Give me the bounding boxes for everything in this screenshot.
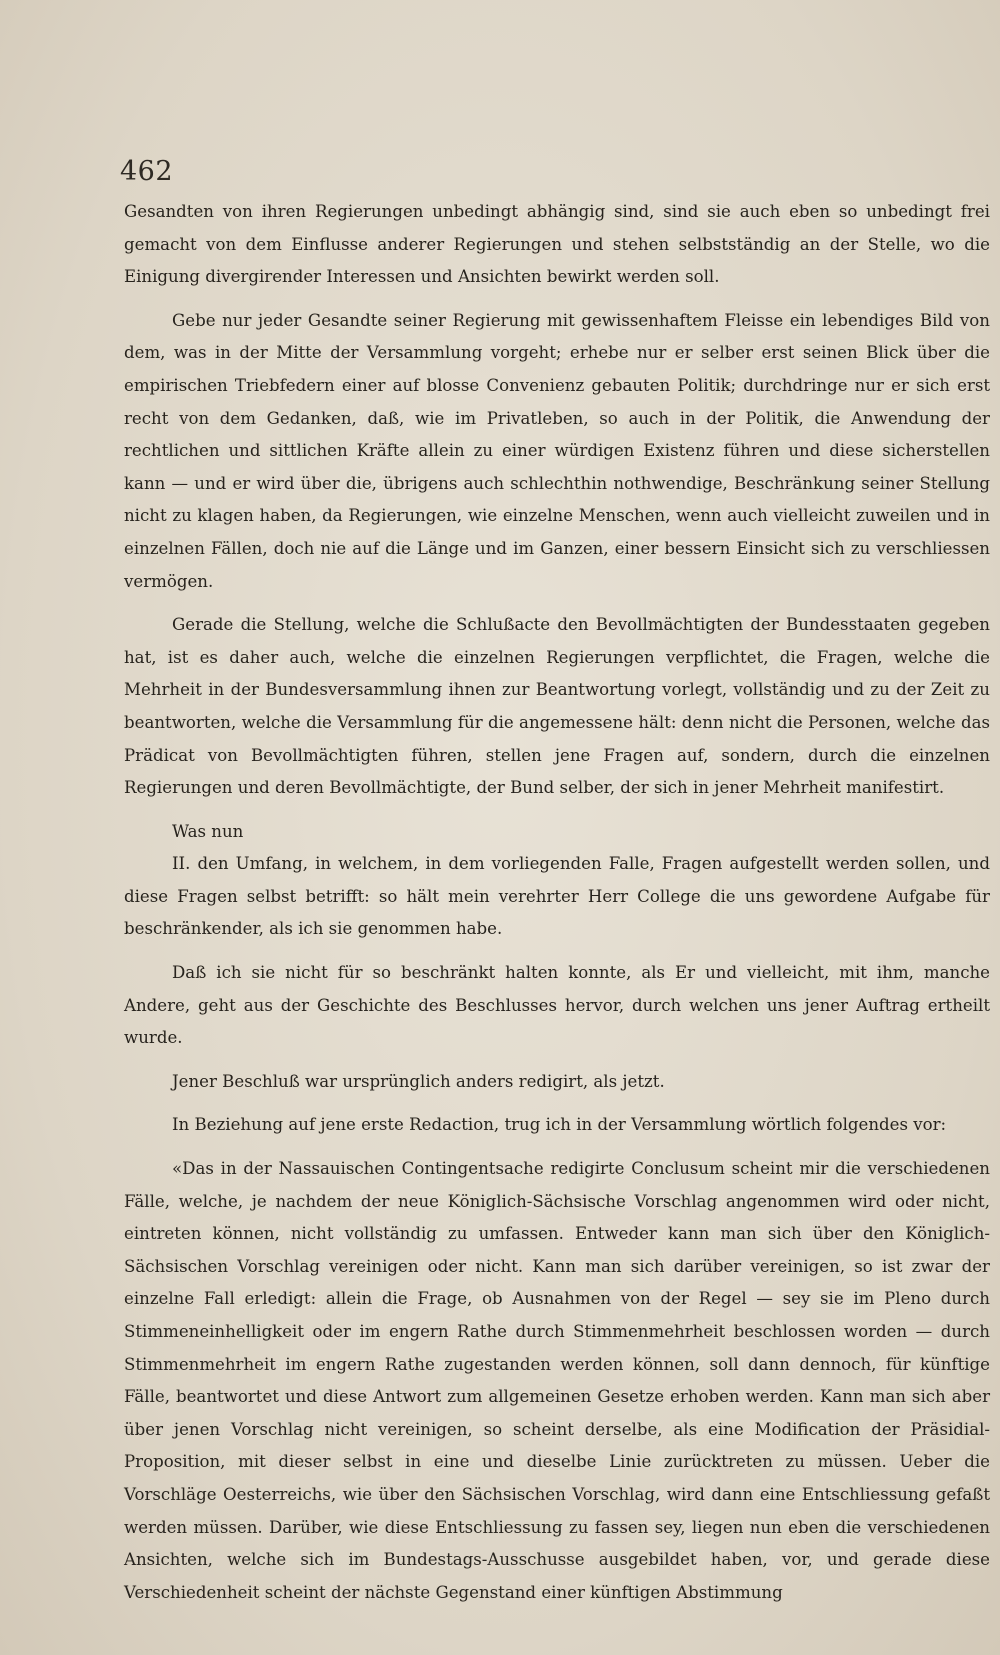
page-number: 462 <box>120 156 174 187</box>
paragraph-7: Jener Beschluß war ursprünglich anders redigirt, als jetzt. <box>172 1071 665 1091</box>
paragraph-3: Gerade die Stellung, welche die Schlußacte den Bevollmächtigten der Bundesstaaten gegeben hat, ist es daher auch, welche die einzelnen Regierungen verpflichtet, die Fragen, welche die Mehrheit in der Bundesversammlung ihnen zur Beantwortung vorlegt, vollständig und zu der Zeit zu beantworten, welche die Versammlung für die angemessene hält: denn nicht die Personen, welche das Prädicat von Bevollmächtigten führen, stellen jene Fragen auf, sondern, durch die einzelnen Regierungen und deren Bevollmächtigte, der Bund selber, der sich in jener Mehrheit manifestirt. <box>124 615 990 798</box>
paragraph-5: II. den Umfang, in welchem, in dem vorliegenden Falle, Fragen aufgestellt werden sollen, und diese Fragen selbst betrifft: so hält mein verehrter Herr College die uns gewordene Aufgabe für beschränkender, als ich sie genommen habe. <box>124 854 990 939</box>
paragraph-4: Was nun <box>172 821 244 841</box>
paragraph-6: Daß ich sie nicht für so beschränkt halten konnte, als Er und vielleicht, mit ihm, manche Andere, geht aus der Geschichte des Beschlusses hervor, durch welchen uns jener Auftrag ertheilt wurde. <box>124 963 990 1048</box>
paragraph-2: Gebe nur jeder Gesandte seiner Regierung mit gewissenhaftem Fleisse ein lebendiges Bild von dem, was in der Mitte der Versammlung vorgeht; erhebe nur er selber erst seinen Blick über die empirischen Triebfedern einer auf blosse Convenienz gebauten Politik; durchdringe nur er sich erst recht von dem Gedanken, daß, wie im Privatleben, so auch in der Politik, die Anwendung der rechtlichen und sittlichen Kräfte allein zu einer würdigen Existenz führen und diese sicherstellen kann — und er wird über die, übrigens auch schlechthin nothwendige, Beschränkung seiner Stellung nicht zu klagen haben, da Regierungen, wie einzelne Menschen, wenn auch vielleicht zuweilen und in einzelnen Fällen, doch nie auf die Länge und im Ganzen, einer bessern Einsicht sich zu verschliessen vermögen. <box>124 310 990 591</box>
paragraph-8: In Beziehung auf jene erste Redaction, trug ich in der Versammlung wörtlich folgendes vor: <box>172 1115 947 1135</box>
paragraph-9-quote: «Das in der Nassauischen Contingentsache redigirte Conclusum scheint mir die verschiedenen Fälle, welche, je nachdem der neue Königlich-Sächsische Vorschlag angenommen wird oder nicht, eintreten können, nicht vollständig zu umfassen. Entweder kann man sich über den Königlich-Sächsischen Vorschlag vereinigen oder nicht. Kann man sich darüber vereinigen, so ist zwar der einzelne Fall erledigt: allein die Frage, ob Ausnahmen von der Regel — sey sie im Pleno durch Stimmeneinhelligkeit oder im engern Rathe durch Stimmenmehrheit beschlossen worden — durch Stimmenmehrheit im engern Rathe zugestanden werden können, soll dann dennoch, für künftige Fälle, beantwortet und diese Antwort zum allgemeinen Gesetze erhoben werden. Kann man sich aber über jenen Vorschlag nicht vereinigen, so scheint derselbe, als eine Modification der Präsidial-Proposition, mit dieser selbst in eine und dieselbe Linie zurücktreten zu müssen. Ueber die Vorschläge Oesterreichs, wie über den Sächsischen Vorschlag, wird dann eine Entschliessung gefaßt werden müssen. Darüber, wie diese Entschliessung zu fassen sey, liegen nun eben die verschiedenen Ansichten, welche sich im Bundestags-Ausschusse ausgebildet haben, vor, und gerade diese Verschiedenheit scheint der nächste Gegenstand einer künftigen Abstimmung <box>124 1159 990 1602</box>
paragraph-1: Gesandten von ihren Regierungen unbedingt abhängig sind, sind sie auch eben so unbedingt frei gemacht von dem Einflusse anderer Regierungen und stehen selbstständig an der Stelle, wo die Einigung divergirender Interessen und Ansichten bewirkt werden soll. <box>124 202 990 287</box>
body-text <box>124 196 990 1609</box>
